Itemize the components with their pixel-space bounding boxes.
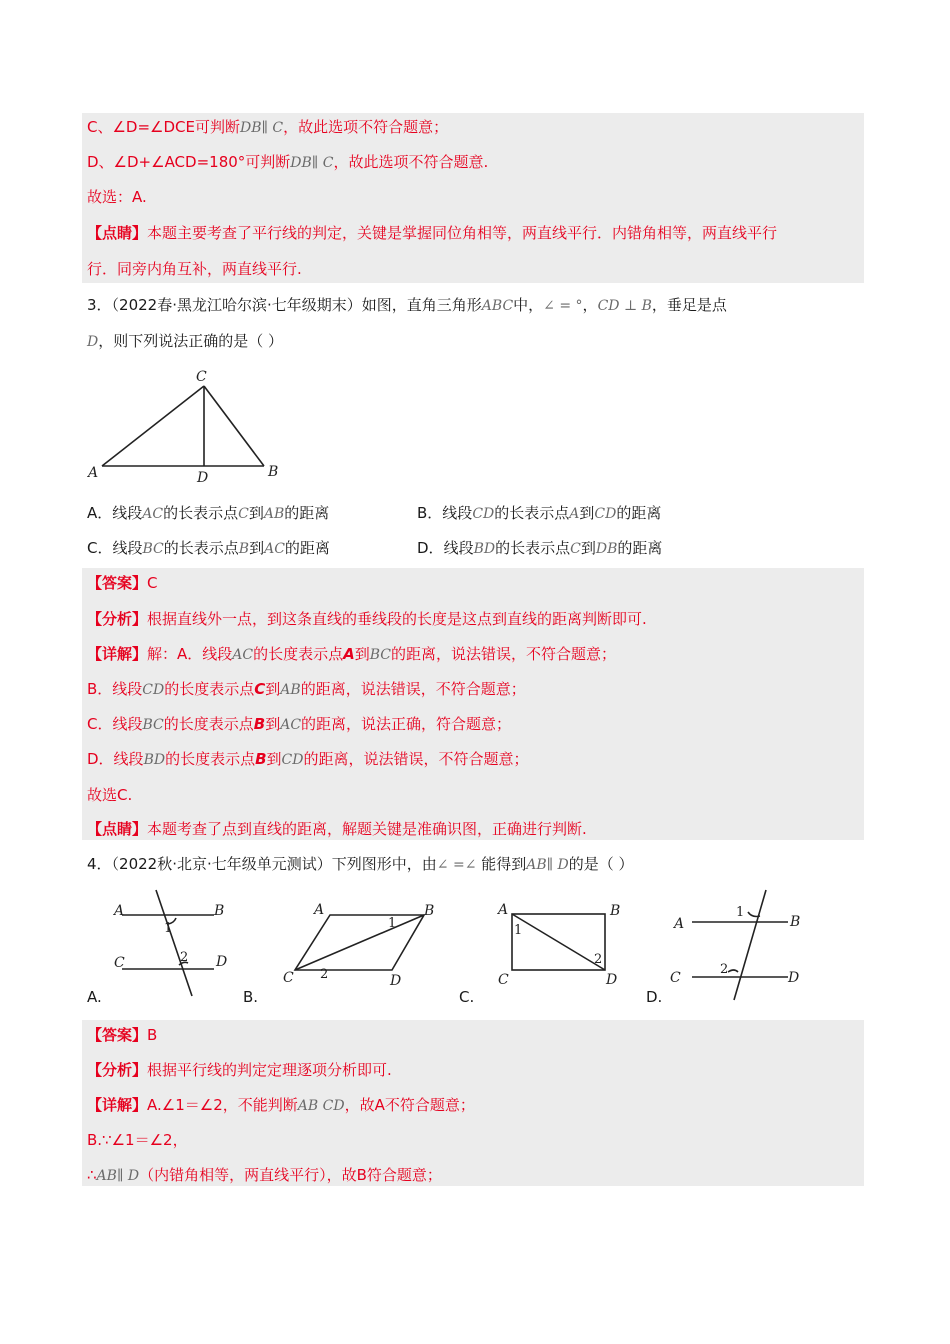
q4-figure-b xyxy=(282,898,442,993)
q4-stem: 4．（2022秋·北京·七年级单元测试）下列图形中，由∠ =∠ 能得到AB∥ D的是（ ） xyxy=(87,855,634,873)
label-d: D xyxy=(606,972,618,988)
label-d: D xyxy=(197,470,209,486)
label-d: D xyxy=(216,954,228,970)
q3-option-b: B．线段CD的长表示点A到CD的距离 xyxy=(417,504,662,522)
label-d: D xyxy=(390,973,402,989)
q3-detail-2: B．线段CD的长度表示点C到AB的距离，说法错误，不符合题意； xyxy=(87,680,526,698)
angle-2-label: 2 xyxy=(320,967,329,982)
q4-figure-c xyxy=(494,898,634,993)
q3-detail-1: 【详解】解：A．线段AC的长度表示点A到BC的距离，说法错误，不符合题意； xyxy=(87,645,617,663)
q4-fig-letter-b: B. xyxy=(243,988,259,1006)
q4-fig-letter-d: D. xyxy=(646,988,663,1006)
segment-ac xyxy=(102,386,204,466)
q4-fig-letter-a: A. xyxy=(87,988,102,1006)
label-b: B xyxy=(424,903,435,919)
label-a: A xyxy=(674,916,685,932)
q3-detail-3: C．线段BC的长度表示点B到AC的距离，说法正确，符合题意； xyxy=(87,715,512,733)
q3-option-a: A．线段AC的长表示点C到AB的距离 xyxy=(87,504,330,522)
q2-choice: 故选：A. xyxy=(87,188,147,206)
angle-2-label: 2 xyxy=(180,950,189,965)
label-a: A xyxy=(498,902,509,918)
label-c: C xyxy=(196,369,207,385)
angle-1-label: 1 xyxy=(514,923,523,938)
q3-option-c: C．线段BC的长表示点B到AC的距离 xyxy=(87,539,330,557)
q2-comment-cont: 行．同旁内角互补，两直线平行. xyxy=(87,260,302,278)
q3-triangle-figure xyxy=(84,366,284,486)
label-c: C xyxy=(498,972,509,988)
q3-stem: 3．（2022春·黑龙江哈尔滨·七年级期末）如图，直角三角形ABC中，∠ = °，CD ⊥ B，垂足是点 xyxy=(87,296,727,314)
label-c: C xyxy=(283,970,294,986)
q3-detail-4: D．线段BD的长度表示点B到CD的距离，说法错误，不符合题意； xyxy=(87,750,529,768)
q4-answer: 【答案】B xyxy=(87,1026,158,1044)
label-a: A xyxy=(314,902,325,918)
label-a: A xyxy=(114,903,125,919)
q3-answer: 【答案】C xyxy=(87,574,158,592)
q3-choice: 故选C. xyxy=(87,786,133,804)
q3-option-d: D．线段BD的长表示点C到DB的距离 xyxy=(417,539,663,557)
q4-analysis: 【分析】根据平行线的判定定理逐项分析即可. xyxy=(87,1061,392,1079)
label-b: B xyxy=(214,903,225,919)
label-a: A xyxy=(88,465,99,481)
label-b: B xyxy=(268,464,279,480)
q3-comment: 【点睛】本题考查了点到直线的距离，解题关键是准确识图，正确进行判断. xyxy=(87,820,587,838)
angle-2-label: 2 xyxy=(720,962,729,977)
q4-figure-a xyxy=(108,890,238,1000)
q3-stem-cont: D，则下列说法正确的是（ ） xyxy=(87,332,284,350)
q4-detail-2: B.∵∠1＝∠2， xyxy=(87,1131,188,1149)
angle-1-label: 1 xyxy=(388,916,397,931)
segment-bc xyxy=(204,386,264,466)
angle-1-label: 1 xyxy=(164,921,173,936)
label-c: C xyxy=(670,970,681,986)
label-b: B xyxy=(610,903,621,919)
q4-detail-3: ∴AB∥ D（内错角相等，两直线平行），故B符合题意； xyxy=(87,1166,442,1184)
angle-2-label: 2 xyxy=(594,952,603,967)
q2-option-c-explanation: C、∠D=∠DCE可判断DB∥ C，故此选项不符合题意； xyxy=(87,118,449,136)
label-c: C xyxy=(114,955,125,971)
q4-detail-1: 【详解】A.∠1＝∠2，不能判断AB CD，故A不符合题意； xyxy=(87,1096,475,1114)
q4-fig-letter-c: C. xyxy=(459,988,475,1006)
q2-option-d-explanation: D、∠D+∠ACD=180°可判断DB∥ C，故此选项不符合题意. xyxy=(87,153,489,171)
q4-figure-d xyxy=(664,890,814,1000)
q2-comment: 【点睛】本题主要考查了平行线的判定，关键是掌握同位角相等，两直线平行．内错角相等，两直线平行 xyxy=(87,224,778,242)
label-b: B xyxy=(790,914,801,930)
label-d: D xyxy=(788,970,800,986)
angle-1-label: 1 xyxy=(736,905,745,920)
q3-analysis: 【分析】根据直线外一点，到这条直线的垂线段的长度是这点到直线的距离判断即可. xyxy=(87,610,647,628)
